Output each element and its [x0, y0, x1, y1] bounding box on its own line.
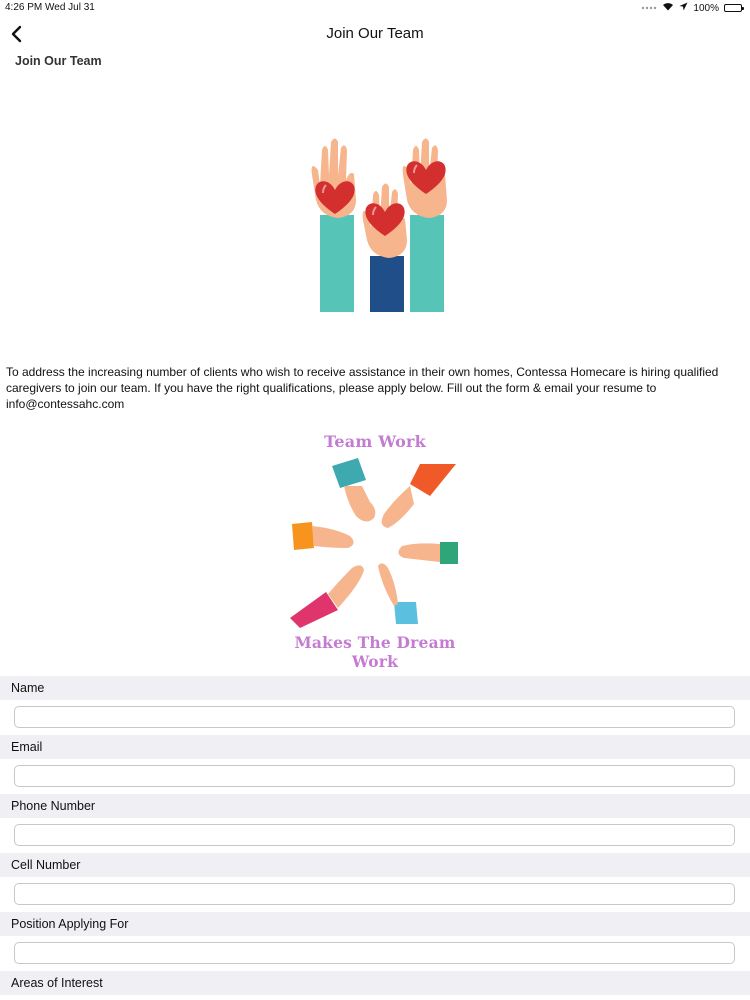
email-input[interactable]	[14, 765, 735, 787]
navigation-bar	[0, 18, 750, 50]
status-time: 4:26 PM	[5, 2, 43, 13]
nav-title: Join Our Team	[326, 25, 424, 42]
page-heading: Join Our Team	[15, 54, 102, 68]
field-row-position	[0, 936, 750, 971]
application-form	[0, 676, 750, 995]
hands-hearts-illustration	[290, 130, 460, 320]
wifi-icon	[662, 2, 674, 14]
field-row-phone	[0, 818, 750, 853]
cell-number-input[interactable]	[14, 883, 735, 905]
status-bar	[0, 0, 750, 16]
field-label-position: Position Applying For	[0, 912, 750, 936]
position-applying-for-input[interactable]	[14, 942, 735, 964]
field-label-phone: Phone Number	[0, 794, 750, 818]
hands-circle-graphic	[270, 456, 480, 631]
name-input[interactable]	[14, 706, 735, 728]
phone-number-input[interactable]	[14, 824, 735, 846]
field-label-cell: Cell Number	[0, 853, 750, 877]
field-label-email: Email	[0, 735, 750, 759]
signal-dots-icon	[641, 3, 657, 14]
teamwork-title-text: Team Work	[324, 432, 426, 451]
field-row-name	[0, 700, 750, 735]
status-date: Wed Jul 31	[45, 2, 95, 13]
status-indicators	[641, 2, 742, 14]
teamwork-caption-text: Makes The Dream Work	[294, 633, 456, 671]
field-row-email	[0, 759, 750, 794]
field-row-cell	[0, 877, 750, 912]
battery-percent: 100%	[693, 2, 719, 14]
teamwork-illustration	[270, 428, 480, 671]
field-label-areas-of-interest: Areas of Interest	[0, 971, 750, 995]
battery-icon	[724, 4, 742, 12]
location-arrow-icon	[679, 2, 688, 14]
field-label-name: Name	[0, 676, 750, 700]
intro-paragraph: To address the increasing number of clients who wish to receive assistance in their own homes, Contessa Homecare is hiring qualified caregivers to join our team. If you have the right qualifications, please apply below. Fill out the form & email your resume to info@contessahc.com	[6, 365, 719, 411]
